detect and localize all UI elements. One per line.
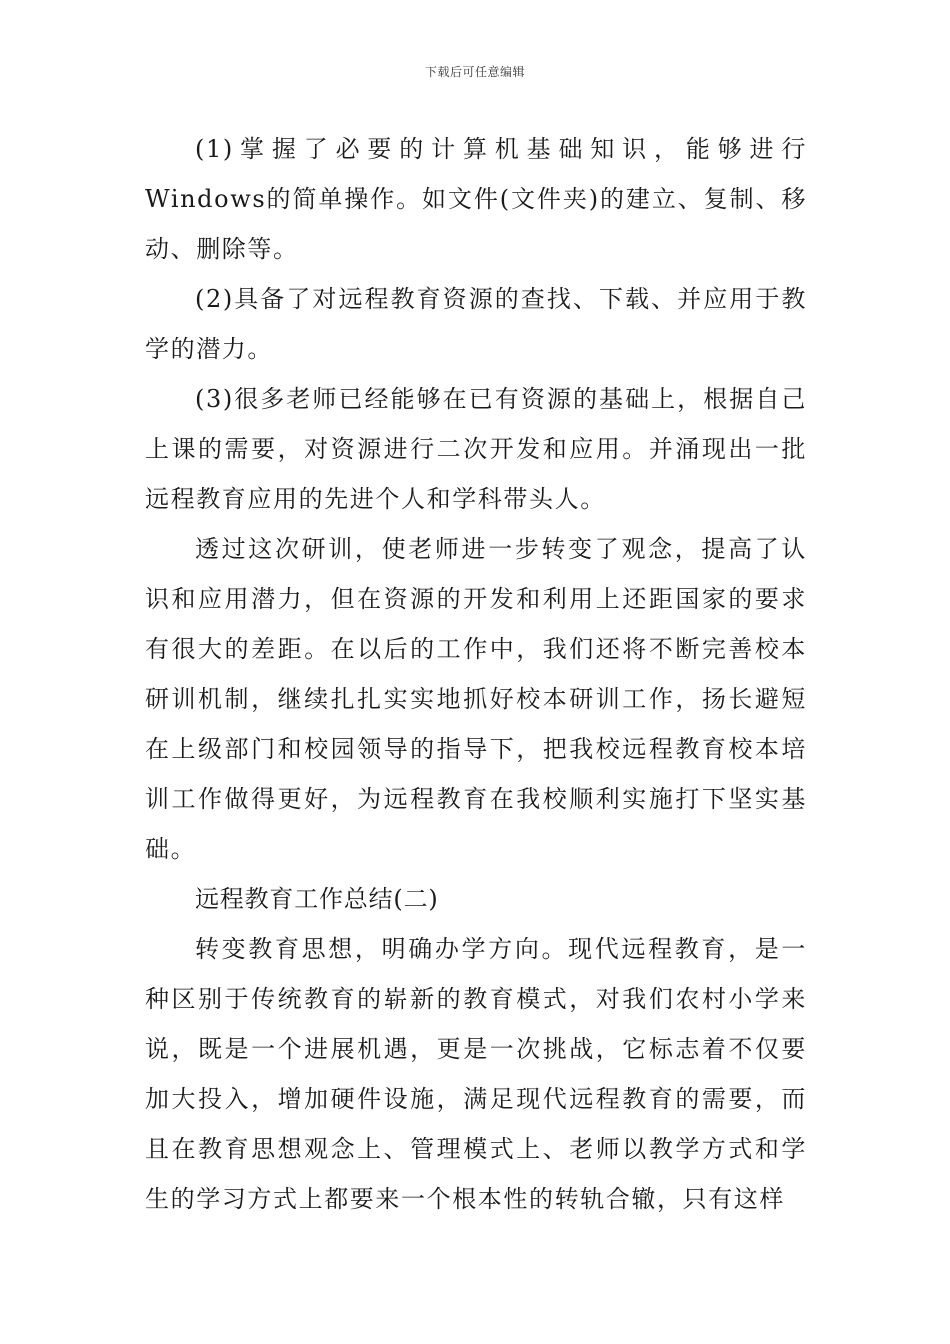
- paragraph-item-1: (1)掌握了必要的计算机基础知识，能够进行Windows的简单操作。如文件(文件夹)的建立、复制、移动、删除等。: [145, 135, 807, 263]
- paragraph-item-2: (2)具备了对远程教育资源的查找、下载、并应用于教学的潜力。: [145, 285, 807, 363]
- paragraph-item-3: (3)很多老师已经能够在已有资源的基础上，根据自己上课的需要，对资源进行二次开发和应用。并涌现出一批远程教育应用的先进个人和学科带头人。: [145, 385, 807, 513]
- section-heading: 远程教育工作总结(二): [195, 885, 439, 913]
- paragraph-summary: 透过这次研训，使老师进一步转变了观念，提高了认识和应用潜力，但在资源的开发和利用上还距国家的要求有很大的差距。在以后的工作中，我们还将不断完善校本研训机制，继续扎扎实实地抓好校本研训工作，扬长避短在上级部门和校园领导的指导下，把我校远程教育校本培训工作做得更好，为远程教育在我校顺利实施打下坚实基础。: [145, 535, 807, 863]
- document-body: [145, 124, 807, 1224]
- page-header: 下载后可任意编辑: [424, 65, 525, 79]
- paragraph-section-body: 转变教育思想，明确办学方向。现代远程教育，是一种区别于传统教育的崭新的教育模式，对我们农村小学来说，既是一个进展机遇，更是一次挑战，它标志着不仅要加大投入，增加硬件设施，满足现代远程教育的需要，而且在教育思想观念上、管理模式上、老师以教学方式和学生的学习方式上都要来一个根本性的转轨合辙，只有这样: [145, 935, 807, 1213]
